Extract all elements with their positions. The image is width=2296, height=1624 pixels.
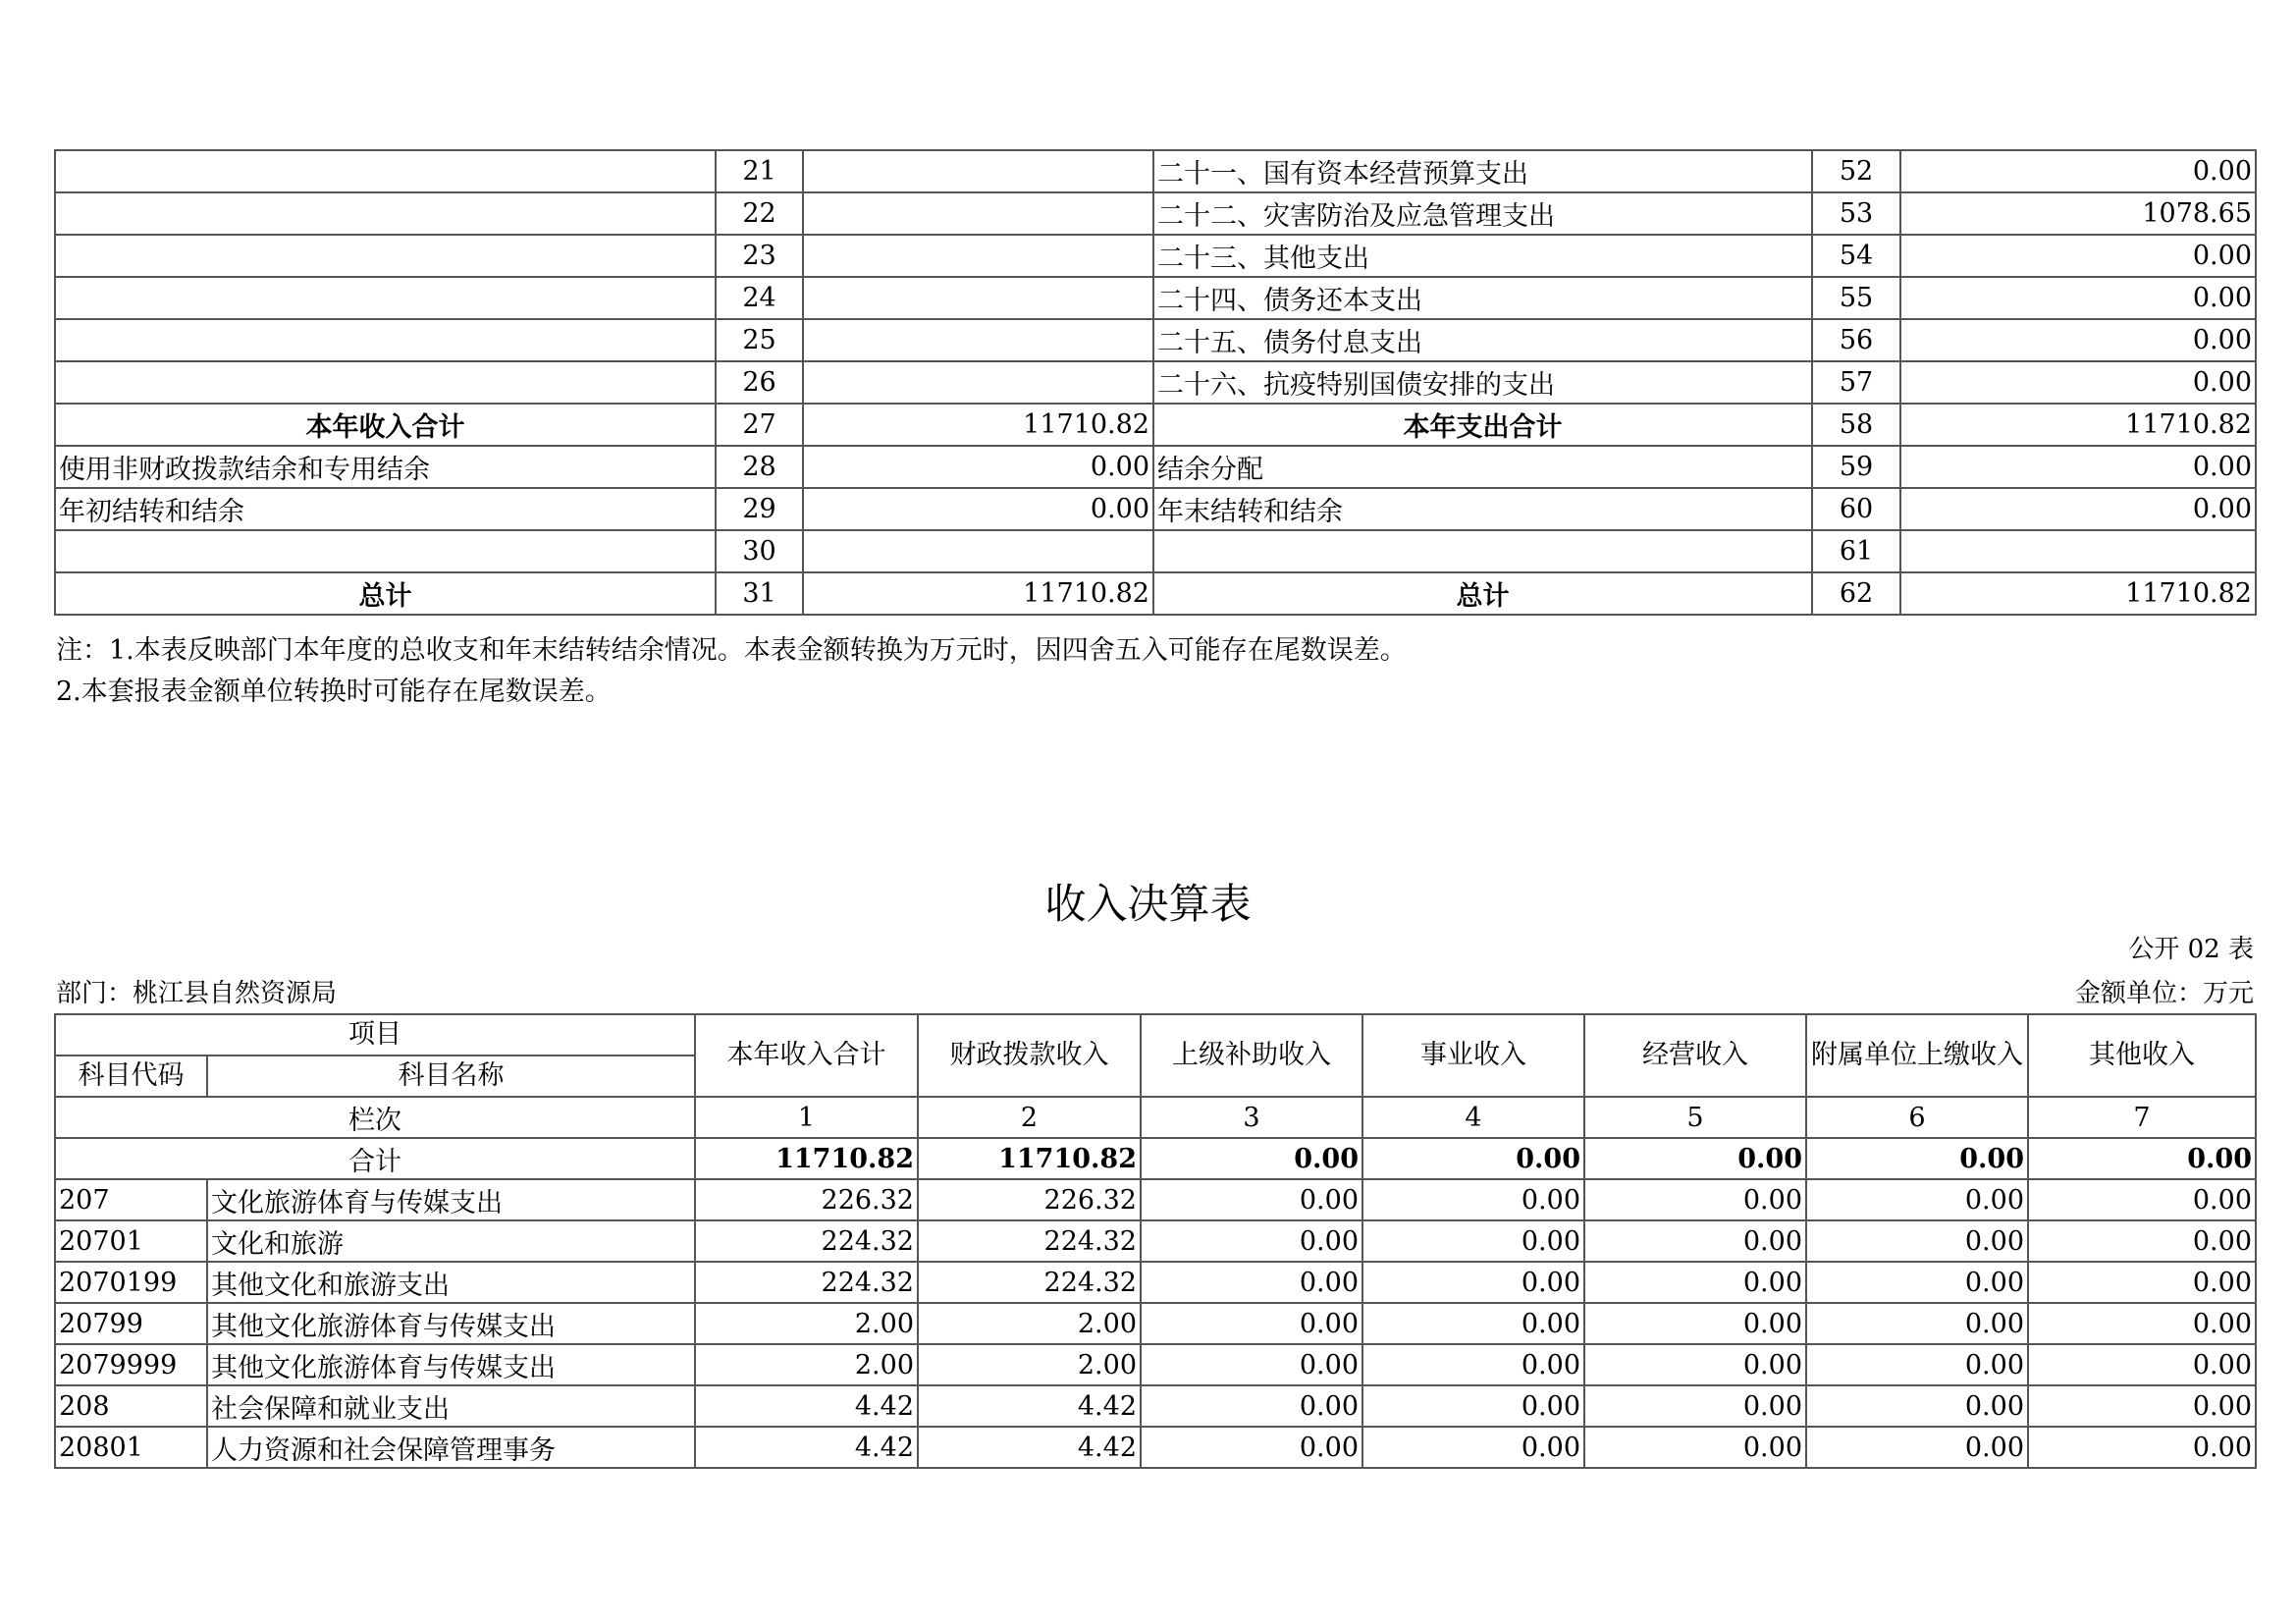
- income-amount: [803, 150, 1153, 192]
- income-line-no: 28: [716, 446, 803, 488]
- subject-name: 其他文化旅游体育与传媒支出: [207, 1303, 695, 1344]
- header-col-6: 附属单位上缴收入: [1806, 1014, 2028, 1097]
- table-row: [55, 1344, 2256, 1385]
- expense-item: 年末结转和结余: [1153, 488, 1812, 530]
- table-row: [55, 1385, 2256, 1427]
- expense-item: 二十一、国有资本经营预算支出: [1153, 150, 1812, 192]
- amount-cell: 226.32: [695, 1179, 918, 1220]
- amount-cell: 224.32: [695, 1262, 918, 1303]
- department-label: 部门：桃江县自然资源局: [56, 979, 338, 1008]
- amount-cell: 0.00: [2028, 1179, 2256, 1220]
- income-line-no: 22: [716, 192, 803, 235]
- amount-cell: 0.00: [1584, 1262, 1806, 1303]
- subject-name: 文化和旅游: [207, 1220, 695, 1262]
- expense-amount: 11710.82: [1900, 572, 2256, 615]
- amount-cell: 0.00: [1362, 1344, 1584, 1385]
- income-item: [55, 277, 716, 319]
- total-value: 0.00: [1806, 1138, 2028, 1179]
- expense-line-no: 57: [1812, 361, 1900, 404]
- expense-line-no: 52: [1812, 150, 1900, 192]
- expense-line-no: 59: [1812, 446, 1900, 488]
- amount-cell: 4.42: [918, 1427, 1141, 1468]
- summary-row: [55, 192, 2256, 235]
- amount-cell: 0.00: [1584, 1385, 1806, 1427]
- table-row: [55, 1220, 2256, 1262]
- expense-amount: 0.00: [1900, 277, 2256, 319]
- summary-table: [54, 149, 2257, 616]
- subject-name: 人力资源和社会保障管理事务: [207, 1427, 695, 1468]
- income-item: 使用非财政拨款结余和专用结余: [55, 446, 716, 488]
- income-amount: [803, 530, 1153, 572]
- income-line-no: 26: [716, 361, 803, 404]
- amount-cell: 2.00: [918, 1303, 1141, 1344]
- summary-row: [55, 150, 2256, 192]
- table-row: [55, 1303, 2256, 1344]
- amount-cell: 224.32: [918, 1262, 1141, 1303]
- subject-code: 2070199: [55, 1262, 207, 1303]
- header-col-1: 本年收入合计: [695, 1014, 918, 1097]
- income-line-no: 27: [716, 404, 803, 446]
- total-value: 0.00: [1141, 1138, 1362, 1179]
- expense-amount: [1900, 530, 2256, 572]
- expense-item: 总计: [1153, 572, 1812, 615]
- summary-row: [55, 488, 2256, 530]
- income-line-no: 24: [716, 277, 803, 319]
- amount-cell: 0.00: [1362, 1220, 1584, 1262]
- expense-amount: 0.00: [1900, 361, 2256, 404]
- income-amount: 0.00: [803, 488, 1153, 530]
- expense-amount: 0.00: [1900, 319, 2256, 361]
- expense-amount: 1078.65: [1900, 192, 2256, 235]
- income-line-no: 30: [716, 530, 803, 572]
- amount-cell: 0.00: [1141, 1220, 1362, 1262]
- table-row: [55, 1179, 2256, 1220]
- amount-cell: 0.00: [1141, 1303, 1362, 1344]
- amount-cell: 0.00: [1806, 1427, 2028, 1468]
- income-item: [55, 530, 716, 572]
- income-item: 本年收入合计: [55, 404, 716, 446]
- total-row: [55, 1138, 2256, 1179]
- amount-cell: 0.00: [1584, 1344, 1806, 1385]
- expense-line-no: 56: [1812, 319, 1900, 361]
- amount-cell: 2.00: [918, 1344, 1141, 1385]
- amount-cell: 0.00: [2028, 1262, 2256, 1303]
- header-col-7: 其他收入: [2028, 1014, 2256, 1097]
- column-number: 5: [1584, 1097, 1806, 1138]
- column-index-row: [55, 1097, 2256, 1138]
- amount-cell: 0.00: [1362, 1303, 1584, 1344]
- column-index-label: 栏次: [55, 1097, 695, 1138]
- expense-amount: 0.00: [1900, 488, 2256, 530]
- subject-code: 20701: [55, 1220, 207, 1262]
- column-number: 1: [695, 1097, 918, 1138]
- report-title: 收入决算表: [1044, 880, 1252, 928]
- income-item: [55, 361, 716, 404]
- income-amount: [803, 277, 1153, 319]
- income-amount: [803, 192, 1153, 235]
- income-amount: [803, 235, 1153, 277]
- amount-cell: 4.42: [695, 1385, 918, 1427]
- summary-row: [55, 572, 2256, 615]
- expense-line-no: 58: [1812, 404, 1900, 446]
- amount-cell: 0.00: [2028, 1427, 2256, 1468]
- subject-code: 20799: [55, 1303, 207, 1344]
- header-col-5: 经营收入: [1584, 1014, 1806, 1097]
- expense-amount: 11710.82: [1900, 404, 2256, 446]
- column-number: 4: [1362, 1097, 1584, 1138]
- expense-line-no: 62: [1812, 572, 1900, 615]
- income-amount: [803, 361, 1153, 404]
- subject-code: 207: [55, 1179, 207, 1220]
- summary-row: [55, 361, 2256, 404]
- amount-unit-label: 金额单位：万元: [2074, 979, 2254, 1008]
- report-code: 公开 02 表: [2128, 935, 2254, 964]
- expense-item: [1153, 530, 1812, 572]
- amount-cell: 0.00: [1362, 1427, 1584, 1468]
- summary-row: [55, 530, 2256, 572]
- amount-cell: 0.00: [2028, 1220, 2256, 1262]
- column-number: 6: [1806, 1097, 2028, 1138]
- amount-cell: 0.00: [1806, 1385, 2028, 1427]
- summary-row: [55, 446, 2256, 488]
- amount-cell: 0.00: [1806, 1344, 2028, 1385]
- subject-code: 208: [55, 1385, 207, 1427]
- table-row: [55, 1262, 2256, 1303]
- total-value: 11710.82: [695, 1138, 918, 1179]
- amount-cell: 224.32: [695, 1220, 918, 1262]
- column-number: 7: [2028, 1097, 2256, 1138]
- amount-cell: 0.00: [2028, 1385, 2256, 1427]
- income-item: 总计: [55, 572, 716, 615]
- amount-cell: 226.32: [918, 1179, 1141, 1220]
- total-value: 0.00: [1584, 1138, 1806, 1179]
- total-value: 11710.82: [918, 1138, 1141, 1179]
- amount-cell: 0.00: [1362, 1385, 1584, 1427]
- income-line-no: 31: [716, 572, 803, 615]
- summary-row: [55, 235, 2256, 277]
- column-number: 3: [1141, 1097, 1362, 1138]
- expense-line-no: 60: [1812, 488, 1900, 530]
- header-subject-name: 科目名称: [207, 1056, 695, 1097]
- header-col-2: 财政拨款收入: [918, 1014, 1141, 1097]
- header-col-4: 事业收入: [1362, 1014, 1584, 1097]
- expense-item: 结余分配: [1153, 446, 1812, 488]
- column-number: 2: [918, 1097, 1141, 1138]
- income-item: 年初结转和结余: [55, 488, 716, 530]
- header-row-1: [55, 1014, 2256, 1056]
- amount-cell: 0.00: [1806, 1179, 2028, 1220]
- amount-cell: 224.32: [918, 1220, 1141, 1262]
- table-row: [55, 1427, 2256, 1468]
- expense-line-no: 55: [1812, 277, 1900, 319]
- income-line-no: 25: [716, 319, 803, 361]
- income-amount: 11710.82: [803, 572, 1153, 615]
- expense-item: 二十三、其他支出: [1153, 235, 1812, 277]
- subject-code: 2079999: [55, 1344, 207, 1385]
- amount-cell: 2.00: [695, 1344, 918, 1385]
- income-item: [55, 235, 716, 277]
- amount-cell: 0.00: [2028, 1303, 2256, 1344]
- expense-item: 二十二、灾害防治及应急管理支出: [1153, 192, 1812, 235]
- summary-row: [55, 404, 2256, 446]
- summary-row: [55, 277, 2256, 319]
- expense-line-no: 61: [1812, 530, 1900, 572]
- subject-name: 其他文化旅游体育与传媒支出: [207, 1344, 695, 1385]
- amount-cell: 0.00: [1141, 1385, 1362, 1427]
- amount-cell: 0.00: [1806, 1262, 2028, 1303]
- expense-item: 二十五、债务付息支出: [1153, 319, 1812, 361]
- note-line-1: 注：1.本表反映部门本年度的总收支和年末结转结余情况。本表金额转换为万元时，因四舍五入可能存在尾数误差。: [56, 635, 1407, 666]
- expense-item: 本年支出合计: [1153, 404, 1812, 446]
- income-amount: 0.00: [803, 446, 1153, 488]
- income-item: [55, 150, 716, 192]
- total-label: 合计: [55, 1138, 695, 1179]
- summary-row: [55, 319, 2256, 361]
- expense-amount: 0.00: [1900, 150, 2256, 192]
- amount-cell: 0.00: [1584, 1303, 1806, 1344]
- amount-cell: 0.00: [1806, 1303, 2028, 1344]
- header-item: 项目: [55, 1014, 695, 1056]
- income-amount: [803, 319, 1153, 361]
- amount-cell: 0.00: [1141, 1344, 1362, 1385]
- subject-name: 文化旅游体育与传媒支出: [207, 1179, 695, 1220]
- total-value: 0.00: [2028, 1138, 2256, 1179]
- header-subject-code: 科目代码: [55, 1056, 207, 1097]
- amount-cell: 4.42: [918, 1385, 1141, 1427]
- expense-line-no: 54: [1812, 235, 1900, 277]
- amount-cell: 0.00: [1584, 1179, 1806, 1220]
- expense-line-no: 53: [1812, 192, 1900, 235]
- expense-amount: 0.00: [1900, 446, 2256, 488]
- amount-cell: 0.00: [1141, 1262, 1362, 1303]
- amount-cell: 0.00: [1141, 1179, 1362, 1220]
- expense-item: 二十四、债务还本支出: [1153, 277, 1812, 319]
- amount-cell: 0.00: [1806, 1220, 2028, 1262]
- income-line-no: 21: [716, 150, 803, 192]
- subject-code: 20801: [55, 1427, 207, 1468]
- expense-item: 二十六、抗疫特别国债安排的支出: [1153, 361, 1812, 404]
- header-col-3: 上级补助收入: [1141, 1014, 1362, 1097]
- amount-cell: 0.00: [1362, 1262, 1584, 1303]
- amount-cell: 4.42: [695, 1427, 918, 1468]
- amount-cell: 0.00: [1584, 1220, 1806, 1262]
- income-amount: 11710.82: [803, 404, 1153, 446]
- expense-amount: 0.00: [1900, 235, 2256, 277]
- income-item: [55, 319, 716, 361]
- income-line-no: 29: [716, 488, 803, 530]
- subject-name: 社会保障和就业支出: [207, 1385, 695, 1427]
- total-value: 0.00: [1362, 1138, 1584, 1179]
- amount-cell: 2.00: [695, 1303, 918, 1344]
- subject-name: 其他文化和旅游支出: [207, 1262, 695, 1303]
- amount-cell: 0.00: [2028, 1344, 2256, 1385]
- income-table: [54, 1013, 2257, 1469]
- amount-cell: 0.00: [1141, 1427, 1362, 1468]
- income-line-no: 23: [716, 235, 803, 277]
- amount-cell: 0.00: [1584, 1427, 1806, 1468]
- amount-cell: 0.00: [1362, 1179, 1584, 1220]
- note-line-2: 2.本套报表金额单位转换时可能存在尾数误差。: [56, 677, 612, 707]
- income-item: [55, 192, 716, 235]
